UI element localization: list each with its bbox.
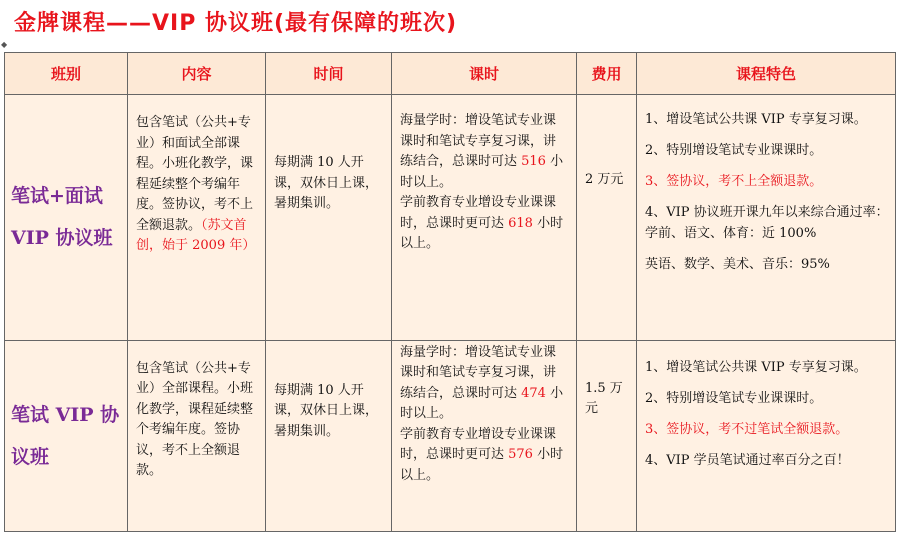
feature-item-highlight: 3、签协议，考不上全额退款。 [645, 174, 823, 189]
fee-cell [577, 95, 637, 341]
content-text: 包含笔试（公共+专业）全部课程。小班化教学，课程延续整个考编年度。签协议，考不上全额退款。 [136, 360, 254, 479]
table-header-row [5, 53, 896, 95]
features-cell [637, 340, 896, 531]
time-cell [266, 340, 392, 531]
fee-text: 2 万元 [585, 172, 624, 187]
fee-cell [577, 340, 637, 531]
fee-text: 1.5 万元 [585, 380, 623, 417]
hours-cell [392, 95, 577, 341]
hours-text-b: 学前教育专业增设专业课课时，总课时更可达 [400, 195, 557, 231]
content-cell [128, 95, 266, 341]
hours-text-a: 海量学时：增设笔试专业课课时和笔试专享复习课，讲练结合，总课时可达 [400, 344, 557, 401]
header-class: 班别 [5, 53, 128, 95]
hours-suffix-a: 小时以上。 [400, 154, 564, 190]
hours-text-a: 海量学时：增设笔试专业课课时和笔试专享复习课，讲练结合，总课时可达 [400, 113, 557, 169]
header-content: 内容 [128, 53, 266, 95]
header-fee: 费用 [577, 53, 637, 95]
header-time: 时间 [266, 53, 392, 95]
hours-cell [392, 340, 577, 531]
page-title: 金牌课程——VIP 协议班(最有保障的班次) [14, 11, 458, 36]
hours-value-b: 618 [508, 215, 533, 231]
feature-item: 1、增设笔试公共课 VIP 专享复习课。 [645, 112, 867, 127]
hours-value-b: 576 [508, 447, 533, 463]
hours-suffix-b: 小时以上。 [400, 215, 564, 251]
hours-text-b: 学前教育专业增设专业课课时，总课时更可达 [400, 426, 557, 463]
feature-item: 4、VIP 协议班开课九年以来综合通过率：学前、语文、体育：近 100% [645, 205, 889, 241]
time-text: 每期满 10 人开课，双休日上课，暑期集训。 [274, 155, 379, 211]
time-cell [266, 95, 392, 341]
hours-suffix-a: 小时以上。 [400, 385, 564, 422]
time-text: 每期满 10 人开课，双休日上课，暑期集训。 [274, 382, 379, 439]
feature-item: 4、VIP 学员笔试通过率百分之百！ [645, 452, 850, 468]
hours-value-a: 516 [521, 154, 546, 169]
features-cell [637, 95, 896, 341]
class-name-cell: 笔试 VIP 协议班 [5, 340, 128, 531]
header-features: 课程特色 [637, 53, 896, 95]
feature-item: 2、特别增设笔试专业课课时。 [645, 143, 823, 158]
feature-item-highlight: 3、签协议，考不过笔试全额退款。 [645, 421, 849, 437]
class-name-cell: 笔试+面试 VIP 协议班 [5, 95, 128, 341]
table-row [5, 95, 896, 341]
content-text: 包含笔试（公共+专业）和面试全部课程。小班化教学，课程延续整个考编年度。签协议，考不上全额退款。 [136, 115, 254, 233]
bullet-marker: ◆ [1, 40, 8, 49]
header-hours: 课时 [392, 53, 577, 95]
feature-item: 英语、数学、美术、音乐：95% [645, 257, 830, 272]
table-row [5, 340, 896, 531]
content-highlight: （苏文首创，始于 2009 年） [136, 217, 256, 253]
feature-item: 2、特别增设笔试专业课课时。 [645, 390, 823, 406]
hours-value-a: 474 [521, 385, 546, 401]
content-cell [128, 340, 266, 531]
feature-item: 1、增设笔试公共课 VIP 专享复习课。 [645, 359, 867, 375]
course-table [4, 52, 896, 532]
hours-suffix-b: 小时以上。 [400, 447, 564, 483]
